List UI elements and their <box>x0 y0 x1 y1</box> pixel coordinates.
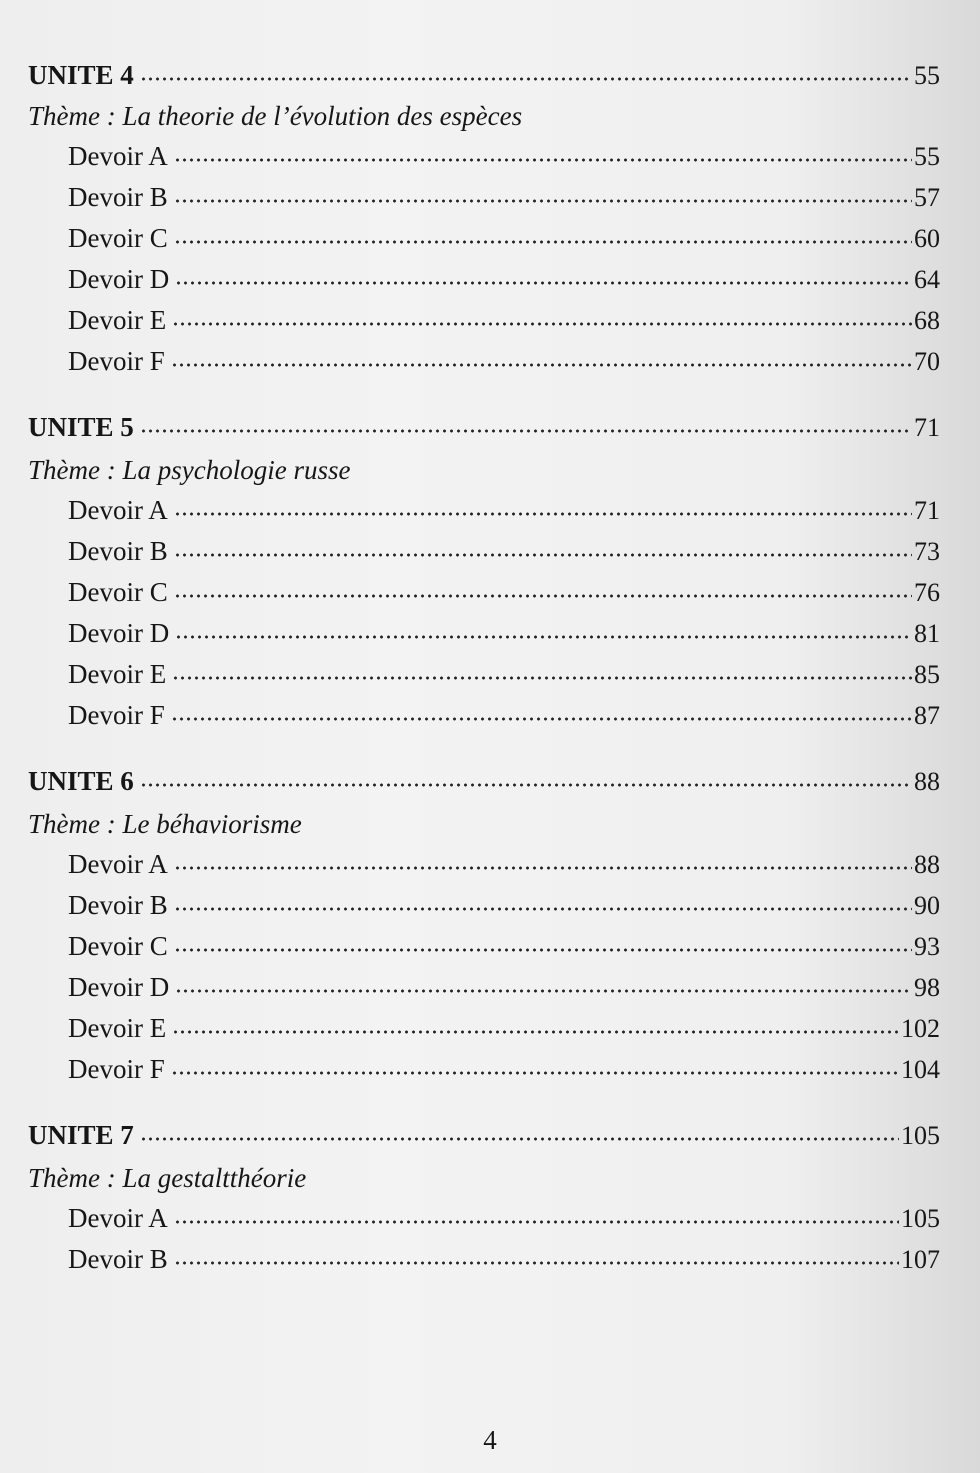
dot-leader <box>175 628 912 642</box>
dot-leader <box>171 710 912 724</box>
toc-entry[interactable] <box>28 1008 940 1049</box>
toc-entry[interactable] <box>28 531 940 572</box>
unit-heading[interactable] <box>28 1115 940 1156</box>
toc-entry[interactable] <box>28 926 940 967</box>
dot-leader <box>140 422 912 436</box>
dot-leader <box>174 941 912 955</box>
unit-title: UNITE 5 <box>28 412 134 442</box>
entry-label: Devoir E <box>68 659 167 689</box>
dot-leader <box>174 1213 899 1227</box>
dot-leader <box>140 70 912 84</box>
entry-page-number: 85 <box>914 660 940 689</box>
toc-entry[interactable] <box>28 695 940 736</box>
table-of-contents <box>28 55 940 1280</box>
entry-label: Devoir A <box>68 1203 168 1233</box>
entry-label: Devoir B <box>68 890 168 920</box>
dot-leader <box>174 900 912 914</box>
entry-page-number: 104 <box>901 1055 940 1084</box>
toc-entry[interactable] <box>28 1049 940 1090</box>
unit-heading[interactable] <box>28 761 940 802</box>
unit-title: UNITE 4 <box>28 60 134 90</box>
entry-page-number: 107 <box>901 1245 940 1274</box>
entry-page-number: 105 <box>901 1204 940 1233</box>
entry-page-number: 76 <box>914 578 940 607</box>
entry-label: Devoir F <box>68 700 165 730</box>
entry-label: Devoir D <box>68 972 170 1002</box>
dot-leader <box>175 274 912 288</box>
theme-title: Thème : La theorie de l’évolution des espèces <box>28 101 523 131</box>
dot-leader <box>174 859 912 873</box>
toc-entry[interactable] <box>28 967 940 1008</box>
entry-label: Devoir C <box>68 931 168 961</box>
dot-leader <box>174 587 912 601</box>
section-spacer <box>28 1090 940 1115</box>
entry-label: Devoir B <box>68 536 168 566</box>
entry-page-number: 98 <box>914 973 940 1002</box>
entry-label: Devoir A <box>68 141 168 171</box>
entry-page-number: 68 <box>914 306 940 335</box>
toc-entry[interactable] <box>28 300 940 341</box>
entry-label: Devoir F <box>68 346 165 376</box>
entry-page-number: 87 <box>914 701 940 730</box>
unit-page-number: 71 <box>914 413 940 442</box>
dot-leader <box>172 1023 899 1037</box>
toc-entry[interactable] <box>28 844 940 885</box>
dot-leader <box>174 151 912 165</box>
dot-leader <box>174 1254 899 1268</box>
unit-heading[interactable] <box>28 407 940 448</box>
toc-entry[interactable] <box>28 613 940 654</box>
dot-leader <box>174 233 912 247</box>
entry-page-number: 57 <box>914 183 940 212</box>
section-spacer <box>28 736 940 761</box>
dot-leader <box>175 982 912 996</box>
entry-page-number: 90 <box>914 891 940 920</box>
unit-page-number: 55 <box>914 61 940 90</box>
entry-label: Devoir D <box>68 264 170 294</box>
entry-page-number: 71 <box>914 496 940 525</box>
entry-page-number: 102 <box>901 1014 940 1043</box>
toc-entry[interactable] <box>28 572 940 613</box>
unit-page-number: 105 <box>901 1121 940 1150</box>
dot-leader <box>171 356 912 370</box>
page-number: 4 <box>483 1425 497 1455</box>
entry-label: Devoir B <box>68 1244 168 1274</box>
entry-page-number: 88 <box>914 850 940 879</box>
entry-page-number: 64 <box>914 265 940 294</box>
entry-page-number: 93 <box>914 932 940 961</box>
theme-title: Thème : La gestaltthéorie <box>28 1163 307 1193</box>
unit-heading[interactable] <box>28 55 940 96</box>
unit-page-number: 88 <box>914 767 940 796</box>
section-spacer <box>28 382 940 407</box>
toc-entry[interactable] <box>28 218 940 259</box>
theme-title: Thème : La psychologie russe <box>28 455 351 485</box>
entry-label: Devoir D <box>68 618 170 648</box>
entry-label: Devoir A <box>68 495 168 525</box>
dot-leader <box>172 669 912 683</box>
theme-title: Thème : Le béhaviorisme <box>28 809 302 839</box>
entry-label: Devoir C <box>68 223 168 253</box>
toc-entry[interactable] <box>28 654 940 695</box>
toc-entry[interactable] <box>28 490 940 531</box>
dot-leader <box>174 192 912 206</box>
entry-label: Devoir A <box>68 849 168 879</box>
toc-entry[interactable] <box>28 1198 940 1239</box>
dot-leader <box>174 505 912 519</box>
entry-label: Devoir E <box>68 305 167 335</box>
entry-page-number: 73 <box>914 537 940 566</box>
toc-entry[interactable] <box>28 341 940 382</box>
unit-title: UNITE 7 <box>28 1120 134 1150</box>
toc-entry[interactable] <box>28 1239 940 1280</box>
toc-entry[interactable] <box>28 136 940 177</box>
dot-leader <box>140 1130 899 1144</box>
dot-leader <box>172 315 912 329</box>
toc-entry[interactable] <box>28 177 940 218</box>
entry-label: Devoir C <box>68 577 168 607</box>
entry-page-number: 60 <box>914 224 940 253</box>
entry-page-number: 81 <box>914 619 940 648</box>
dot-leader <box>140 776 912 790</box>
entry-label: Devoir B <box>68 182 168 212</box>
unit-title: UNITE 6 <box>28 766 134 796</box>
dot-leader <box>174 546 912 560</box>
entry-label: Devoir E <box>68 1013 167 1043</box>
entry-page-number: 70 <box>914 347 940 376</box>
entry-page-number: 55 <box>914 142 940 171</box>
toc-entry[interactable] <box>28 259 940 300</box>
entry-label: Devoir F <box>68 1054 165 1084</box>
dot-leader <box>171 1064 899 1078</box>
toc-entry[interactable] <box>28 885 940 926</box>
